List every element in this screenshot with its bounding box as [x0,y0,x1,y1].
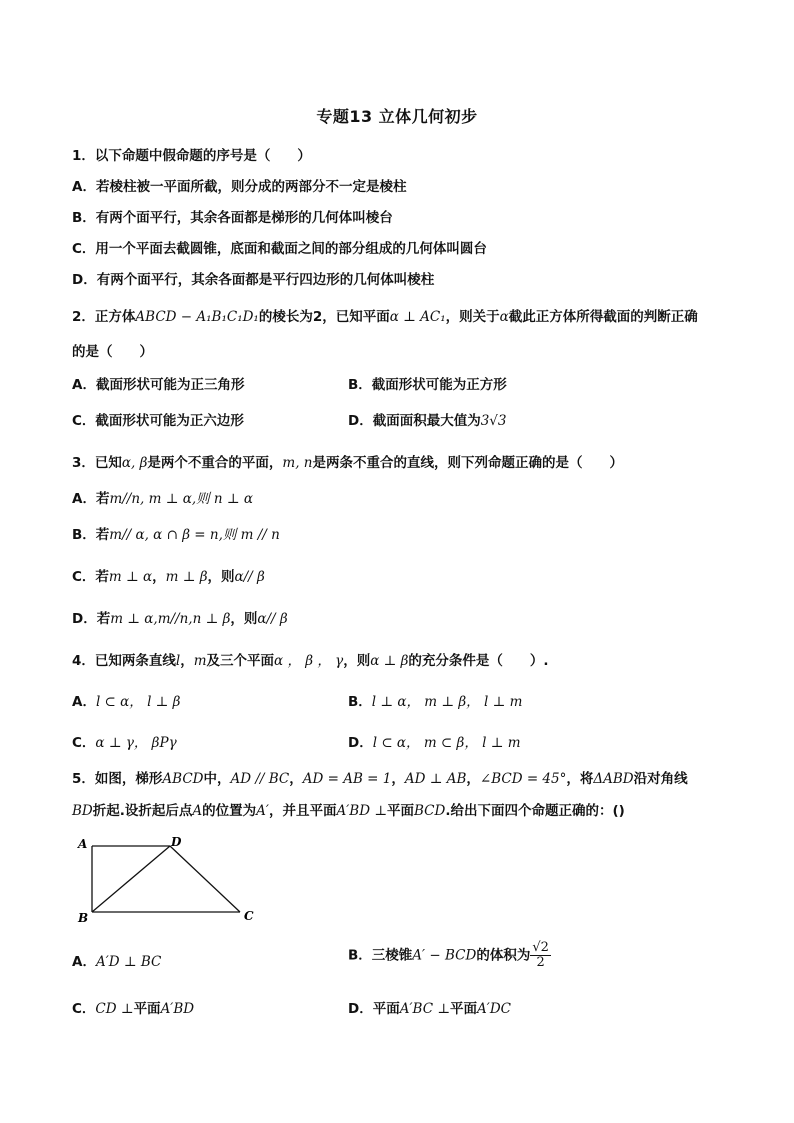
q3-option-b: B．若m// α, α ∩ β = n,则 m // n [72,527,280,543]
q3-stem: 3．已知α, β是两个不重合的平面，m, n是两条不重合的直线，则下列命题正确的是（ ） [72,455,624,471]
q3-option-a: A．若m//n, m ⊥ α,则 n ⊥ α [72,491,253,507]
trapezoid-diagram [72,832,262,928]
page-title: 专题13 立体几何初步 [316,107,478,126]
q2-option-a: A．截面形状可能为正三角形 [72,377,245,393]
q5-option-b: B．三棱锥A′ − BCD的体积为 $\frac{√2}{2}$ [348,940,549,970]
q4-option-c: C．α ⊥ γ， βPγ [72,735,177,751]
q2-option-b: B．截面形状可能为正方形 [348,377,507,393]
q5-stem-line1: 5．如图，梯形ABCD中，AD // BC，AD = AB = 1，AD ⊥ AB，∠BCD = 45°，将ΔABD沿对角线 [72,771,688,787]
q4-option-a: A．l ⊂ α， l ⊥ β [72,694,181,710]
q2-option-c: C．截面形状可能为正六边形 [72,413,244,429]
q3-option-c: C．若m ⊥ α，m ⊥ β，则α// β [72,569,265,585]
q5-option-c: C．CD ⊥平面A′BD [72,1001,195,1017]
q1-option-b: B．有两个面平行，其余各面都是梯形的几何体叫棱台 [72,210,393,226]
q4-option-d: D．l ⊂ α， m ⊂ β， l ⊥ m [348,735,521,751]
edge-dc [170,846,240,912]
label-c: C [244,909,254,923]
q1-option-c: C．用一个平面去截圆锥，底面和截面之间的部分组成的几何体叫圆台 [72,241,487,257]
q2-stem-line2: 的是（ ） [72,344,153,360]
q1-option-d: D．有两个面平行，其余各面都是平行四边形的几何体叫棱柱 [72,272,435,288]
q5-option-a: A．A′D ⊥ BC [72,954,162,970]
q4-stem: 4．已知两条直线l，m及三个平面α ， β ， γ，则α ⊥ β的充分条件是（ ）. [72,653,549,669]
volume-fraction: $\frac{√2}{2}$ [532,940,549,970]
q2-stem-line1: 2．正方体ABCD − A₁B₁C₁D₁的棱长为2，已知平面α ⊥ AC₁，则关于α截此正方体所得截面的判断正确 [72,309,698,325]
label-b: B [78,911,89,925]
diagonal-bd [92,846,170,912]
label-d: D [171,835,182,849]
q1-option-a: A．若棱柱被一平面所截，则分成的两部分不一定是棱柱 [72,179,407,195]
q4-option-b: B．l ⊥ α， m ⊥ β， l ⊥ m [348,694,523,710]
q2-option-d: D．截面面积最大值为3√3 [348,413,507,429]
q1-stem: 1．以下命题中假命题的序号是（ ） [72,148,311,164]
q5-stem-line2: BD折起.设折起后点A的位置为A′，并且平面A′BD ⊥平面BCD.给出下面四个命题正确的：() [72,803,625,819]
q5-option-d: D．平面A′BC ⊥平面A′DC [348,1001,511,1017]
label-a: A [78,837,88,851]
q3-option-d: D．若m ⊥ α,m//n,n ⊥ β，则α// β [72,611,288,627]
